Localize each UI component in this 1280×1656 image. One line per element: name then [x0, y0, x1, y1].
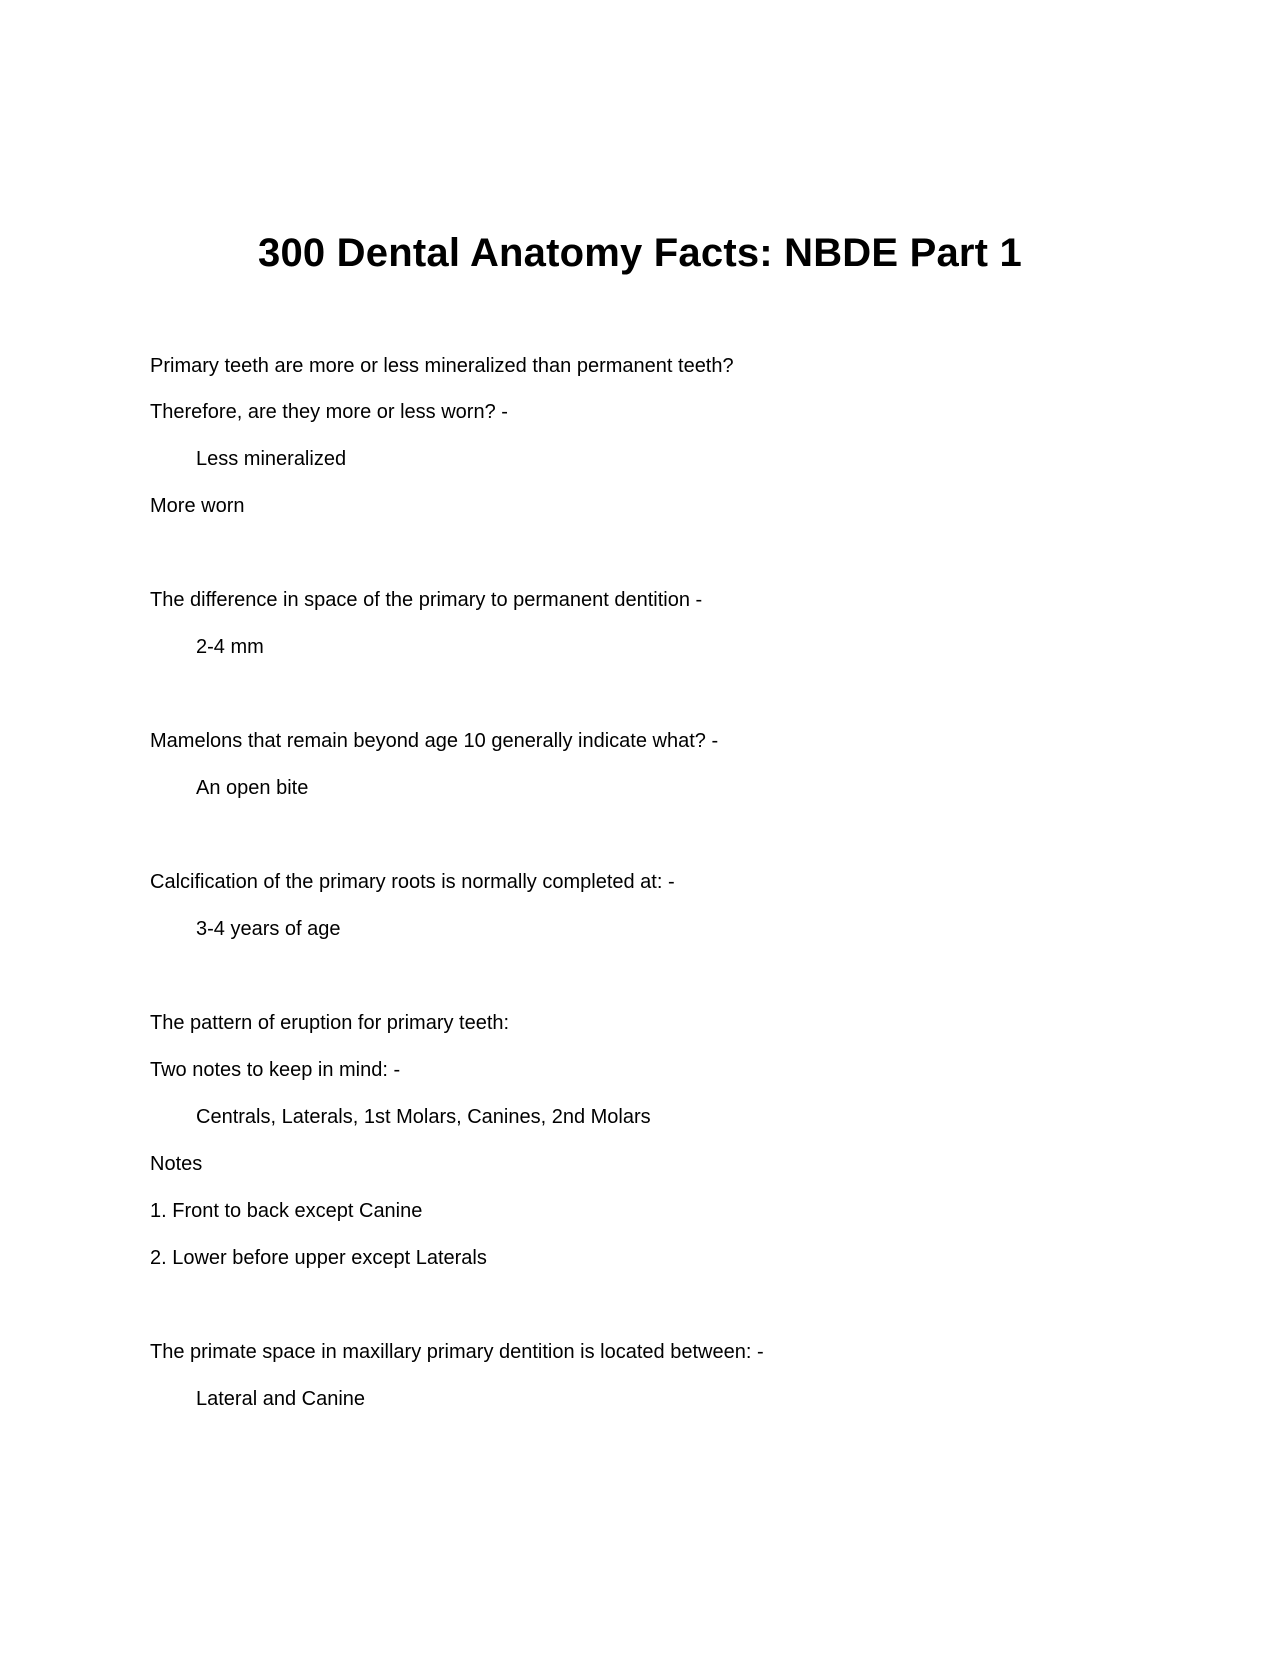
answer-line: Less mineralized	[196, 448, 347, 470]
question-line: The primate space in maxillary primary dentition is located between: -	[150, 1341, 764, 1363]
answer-line: Lateral and Canine	[196, 1388, 366, 1410]
notes-heading: Notes	[150, 1153, 203, 1175]
document-title: 300 Dental Anatomy Facts: NBDE Part 1	[258, 231, 1022, 275]
answer-line: An open bite	[196, 777, 309, 799]
note-item: 2. Lower before upper except Laterals	[150, 1247, 487, 1269]
question-line: Primary teeth are more or less mineralized than permanent teeth?	[150, 355, 734, 377]
question-line: Mamelons that remain beyond age 10 generally indicate what? -	[150, 730, 719, 752]
question-line: Therefore, are they more or less worn? -	[150, 401, 508, 423]
question-line: Two notes to keep in mind: -	[150, 1059, 401, 1081]
answer-line: 3-4 years of age	[196, 918, 341, 940]
note-item: 1. Front to back except Canine	[150, 1200, 423, 1222]
answer-line: Centrals, Laterals, 1st Molars, Canines, 2nd Molars	[196, 1106, 651, 1128]
answer-line: More worn	[150, 495, 245, 517]
question-line: The difference in space of the primary to permanent dentition -	[150, 589, 703, 611]
answer-line: 2-4 mm	[196, 636, 264, 658]
question-line: The pattern of eruption for primary teeth:	[150, 1012, 510, 1034]
question-line: Calcification of the primary roots is normally completed at: -	[150, 871, 675, 893]
